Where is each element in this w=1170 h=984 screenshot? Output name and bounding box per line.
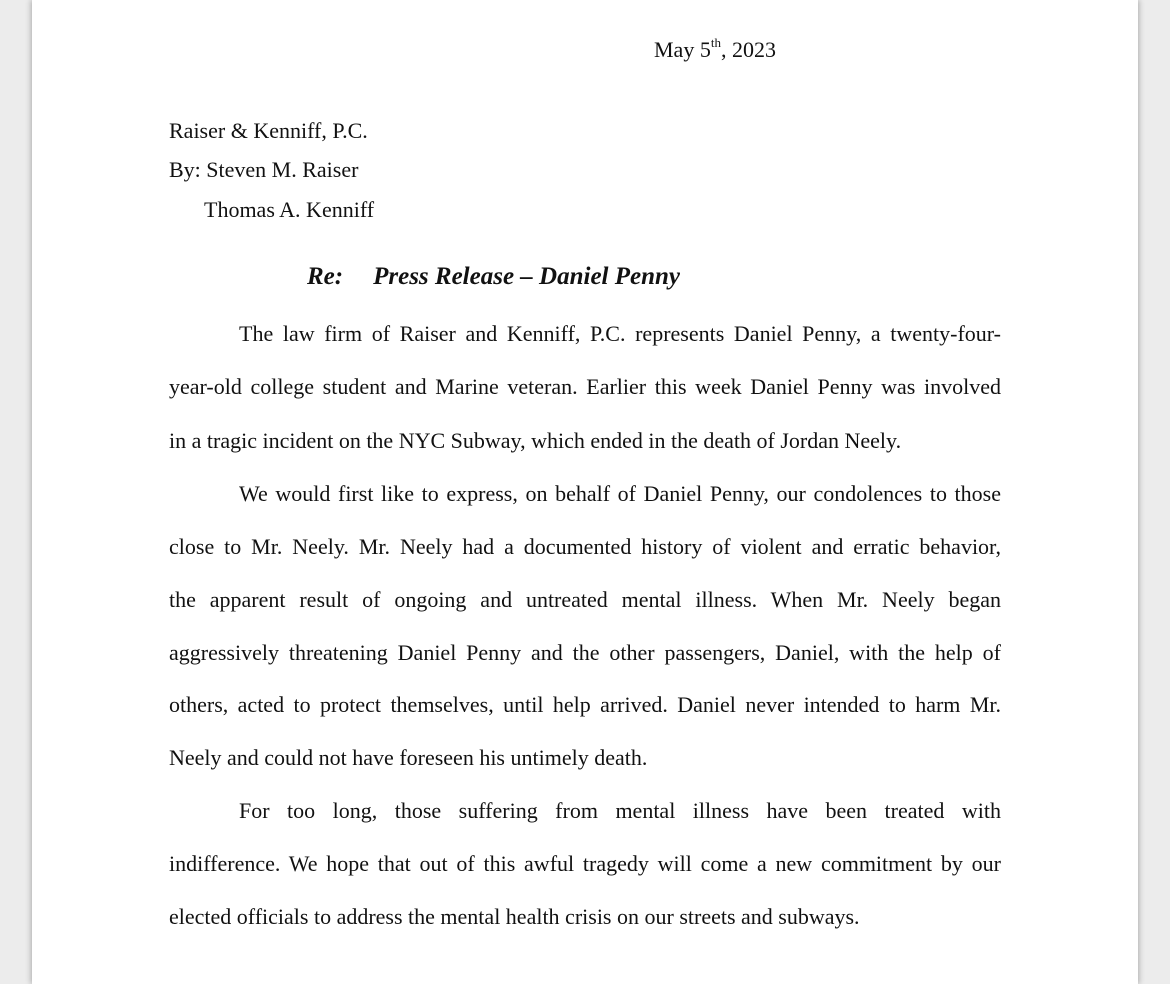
paragraph-1-line-1: The law firm of Raiser and Kenniff, P.C. represents Daniel Penny, a twenty-four- bbox=[239, 321, 1001, 346]
paragraph-2-line-5: others, acted to protect themselves, until help arrived. Daniel never intended to harm Mr. bbox=[169, 692, 1001, 717]
sender-attorney: By: Steven M. Raiser bbox=[169, 157, 359, 182]
paragraph-3-line-1: For too long, those suffering from mental illness have been treated with bbox=[239, 798, 1001, 823]
paragraph-2-line-3: the apparent result of ongoing and untreated mental illness. When Mr. Neely began bbox=[169, 587, 1001, 612]
document-page bbox=[32, 0, 1138, 984]
paragraph-1-line-3: in a tragic incident on the NYC Subway, which ended in the death of Jordan Neely. bbox=[169, 428, 902, 453]
sender-firm: Raiser & Kenniff, P.C. bbox=[169, 118, 368, 143]
date-year: , 2023 bbox=[720, 37, 776, 62]
paragraph-2-line-1: We would first like to express, on behalf of Daniel Penny, our condolences to those bbox=[239, 481, 1001, 506]
paragraph-3-line-3: elected officials to address the mental health crisis on our streets and subways. bbox=[169, 904, 860, 929]
subject-title: Press Release – Daniel Penny bbox=[373, 263, 681, 290]
paragraph-2-line-6: Neely and could not have foreseen his untimely death. bbox=[169, 745, 648, 770]
paragraph-2-line-4: aggressively threatening Daniel Penny and the other passengers, Daniel, with the help of bbox=[169, 640, 1001, 665]
paragraph-3-line-2: indifference. We hope that out of this awful tragedy will come a new commitment by our bbox=[169, 851, 1001, 876]
sender-second-attorney: Thomas A. Kenniff bbox=[204, 197, 375, 222]
date-day: May 5 bbox=[654, 37, 711, 62]
letter-date bbox=[654, 36, 776, 64]
date-ordinal-suffix: th bbox=[710, 34, 721, 50]
subject-line bbox=[307, 262, 680, 292]
paragraph-1-line-2: year-old college student and Marine veteran. Earlier this week Daniel Penny was involved bbox=[169, 374, 1001, 399]
subject-label: Re: bbox=[307, 263, 344, 290]
paragraph-2-line-2: close to Mr. Neely. Mr. Neely had a documented history of violent and erratic behavior, bbox=[169, 534, 1001, 559]
